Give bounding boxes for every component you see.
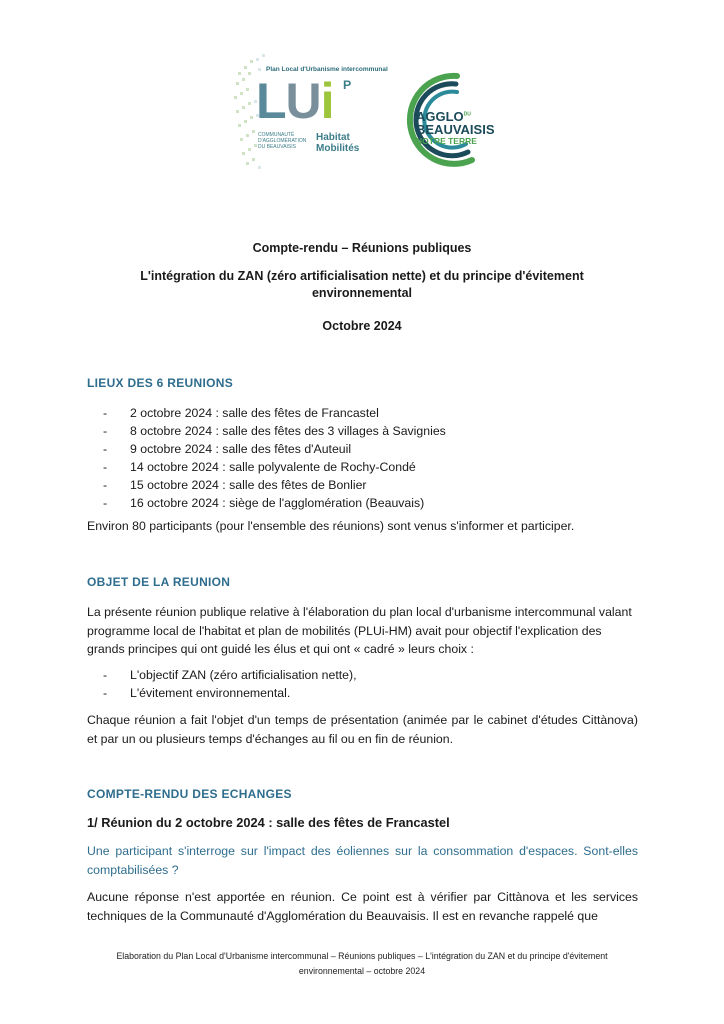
objet-paragraph-2: Chaque réunion a fait l'objet d'un temps de présentation (animée par le cabinet d'études Cittànova) et par un ou plusieurs temps d'échanges au fil ou en fin de réunion. [87, 713, 638, 746]
meeting-locations-list [87, 404, 647, 512]
footer-line-2: environnemental – octobre 2024 [298, 966, 426, 976]
list-item: - 9 octobre 2024 : salle des fêtes d'Auteuil [87, 440, 647, 458]
agglo-wordmark: $AGGLO^{DU}$ BEAUVAISIS NOTRE TERRE [416, 109, 495, 146]
participant-question: Une participant s'interroge sur l'impact des éoliennes sur la consommation d'espaces. Sont-elles comptabilisées ? [87, 844, 638, 877]
list-item: - 16 octobre 2024 : siège de l'agglomération (Beauvais) [87, 494, 647, 512]
plui-subtitle: Habitat Mobilités [316, 132, 360, 154]
list-item: - 15 octobre 2024 : salle des fêtes de Bonlier [87, 476, 647, 494]
plui-side-text: COMMUNAUTÉ D'AGGLOMÉRATION DU BEAUVAISIS [258, 132, 307, 150]
section-heading-compte-rendu: COMPTE-RENDU DES ECHANGES [87, 787, 292, 801]
page-footer [62, 949, 662, 979]
list-item: - L'objectif ZAN (zéro artificialisation nette), [87, 666, 647, 684]
plui-wordmark: P LUi [256, 73, 351, 129]
list-item: - 14 octobre 2024 : salle polyvalente de Rochy-Condé [87, 458, 647, 476]
list-item: - L'évitement environnemental. [87, 684, 647, 702]
section-heading-objet: OBJET DE LA REUNION [87, 575, 231, 589]
answer-paragraph: Aucune réponse n'est apportée en réunion. Ce point est à vérifier par Cittànova et les services techniques de la Communauté d'Agglomération du Beauvaisis. Il est en revanche rappelé que [87, 890, 638, 923]
title-date: Octobre 2024 [322, 319, 402, 333]
agglo-logo [402, 70, 532, 170]
list-item: - 8 octobre 2024 : salle des fêtes des 3 villages à Savignies [87, 422, 647, 440]
objet-paragraph-1: La présente réunion publique relative à l'élaboration du plan local d'urbanisme intercommunal valant programme local de l'habitat et plan de mobilités (PLUi-HM) avait pour objectif l'explication des grands principes qui ont guidé les élus et qui ont « cadré » leurs choix : [87, 605, 632, 656]
title-line-2: L'intégration du ZAN (zéro artificialisation nette) et du principe d'évitement environnemental [140, 269, 584, 300]
footer-line-1: Elaboration du Plan Local d'Urbanisme intercommunal – Réunions publiques – L'intégration du ZAN et du principe d'évitement [116, 951, 608, 961]
objet-list [87, 666, 647, 702]
plui-logo [232, 52, 394, 174]
title-line-1: Compte-rendu – Réunions publiques [252, 241, 472, 255]
plui-tagline: Plan Local d'Urbanisme intercommunal [266, 66, 388, 73]
participants-text: Environ 80 participants (pour l'ensemble des réunions) sont venus s'informer et participer. [87, 519, 575, 533]
meeting-subheading: 1/ Réunion du 2 octobre 2024 : salle des fêtes de Francastel [87, 815, 450, 830]
section-heading-lieux: LIEUX DES 6 REUNIONS [87, 376, 234, 390]
header-logos [232, 52, 532, 176]
list-item: - 2 octobre 2024 : salle des fêtes de Francastel [87, 404, 647, 422]
